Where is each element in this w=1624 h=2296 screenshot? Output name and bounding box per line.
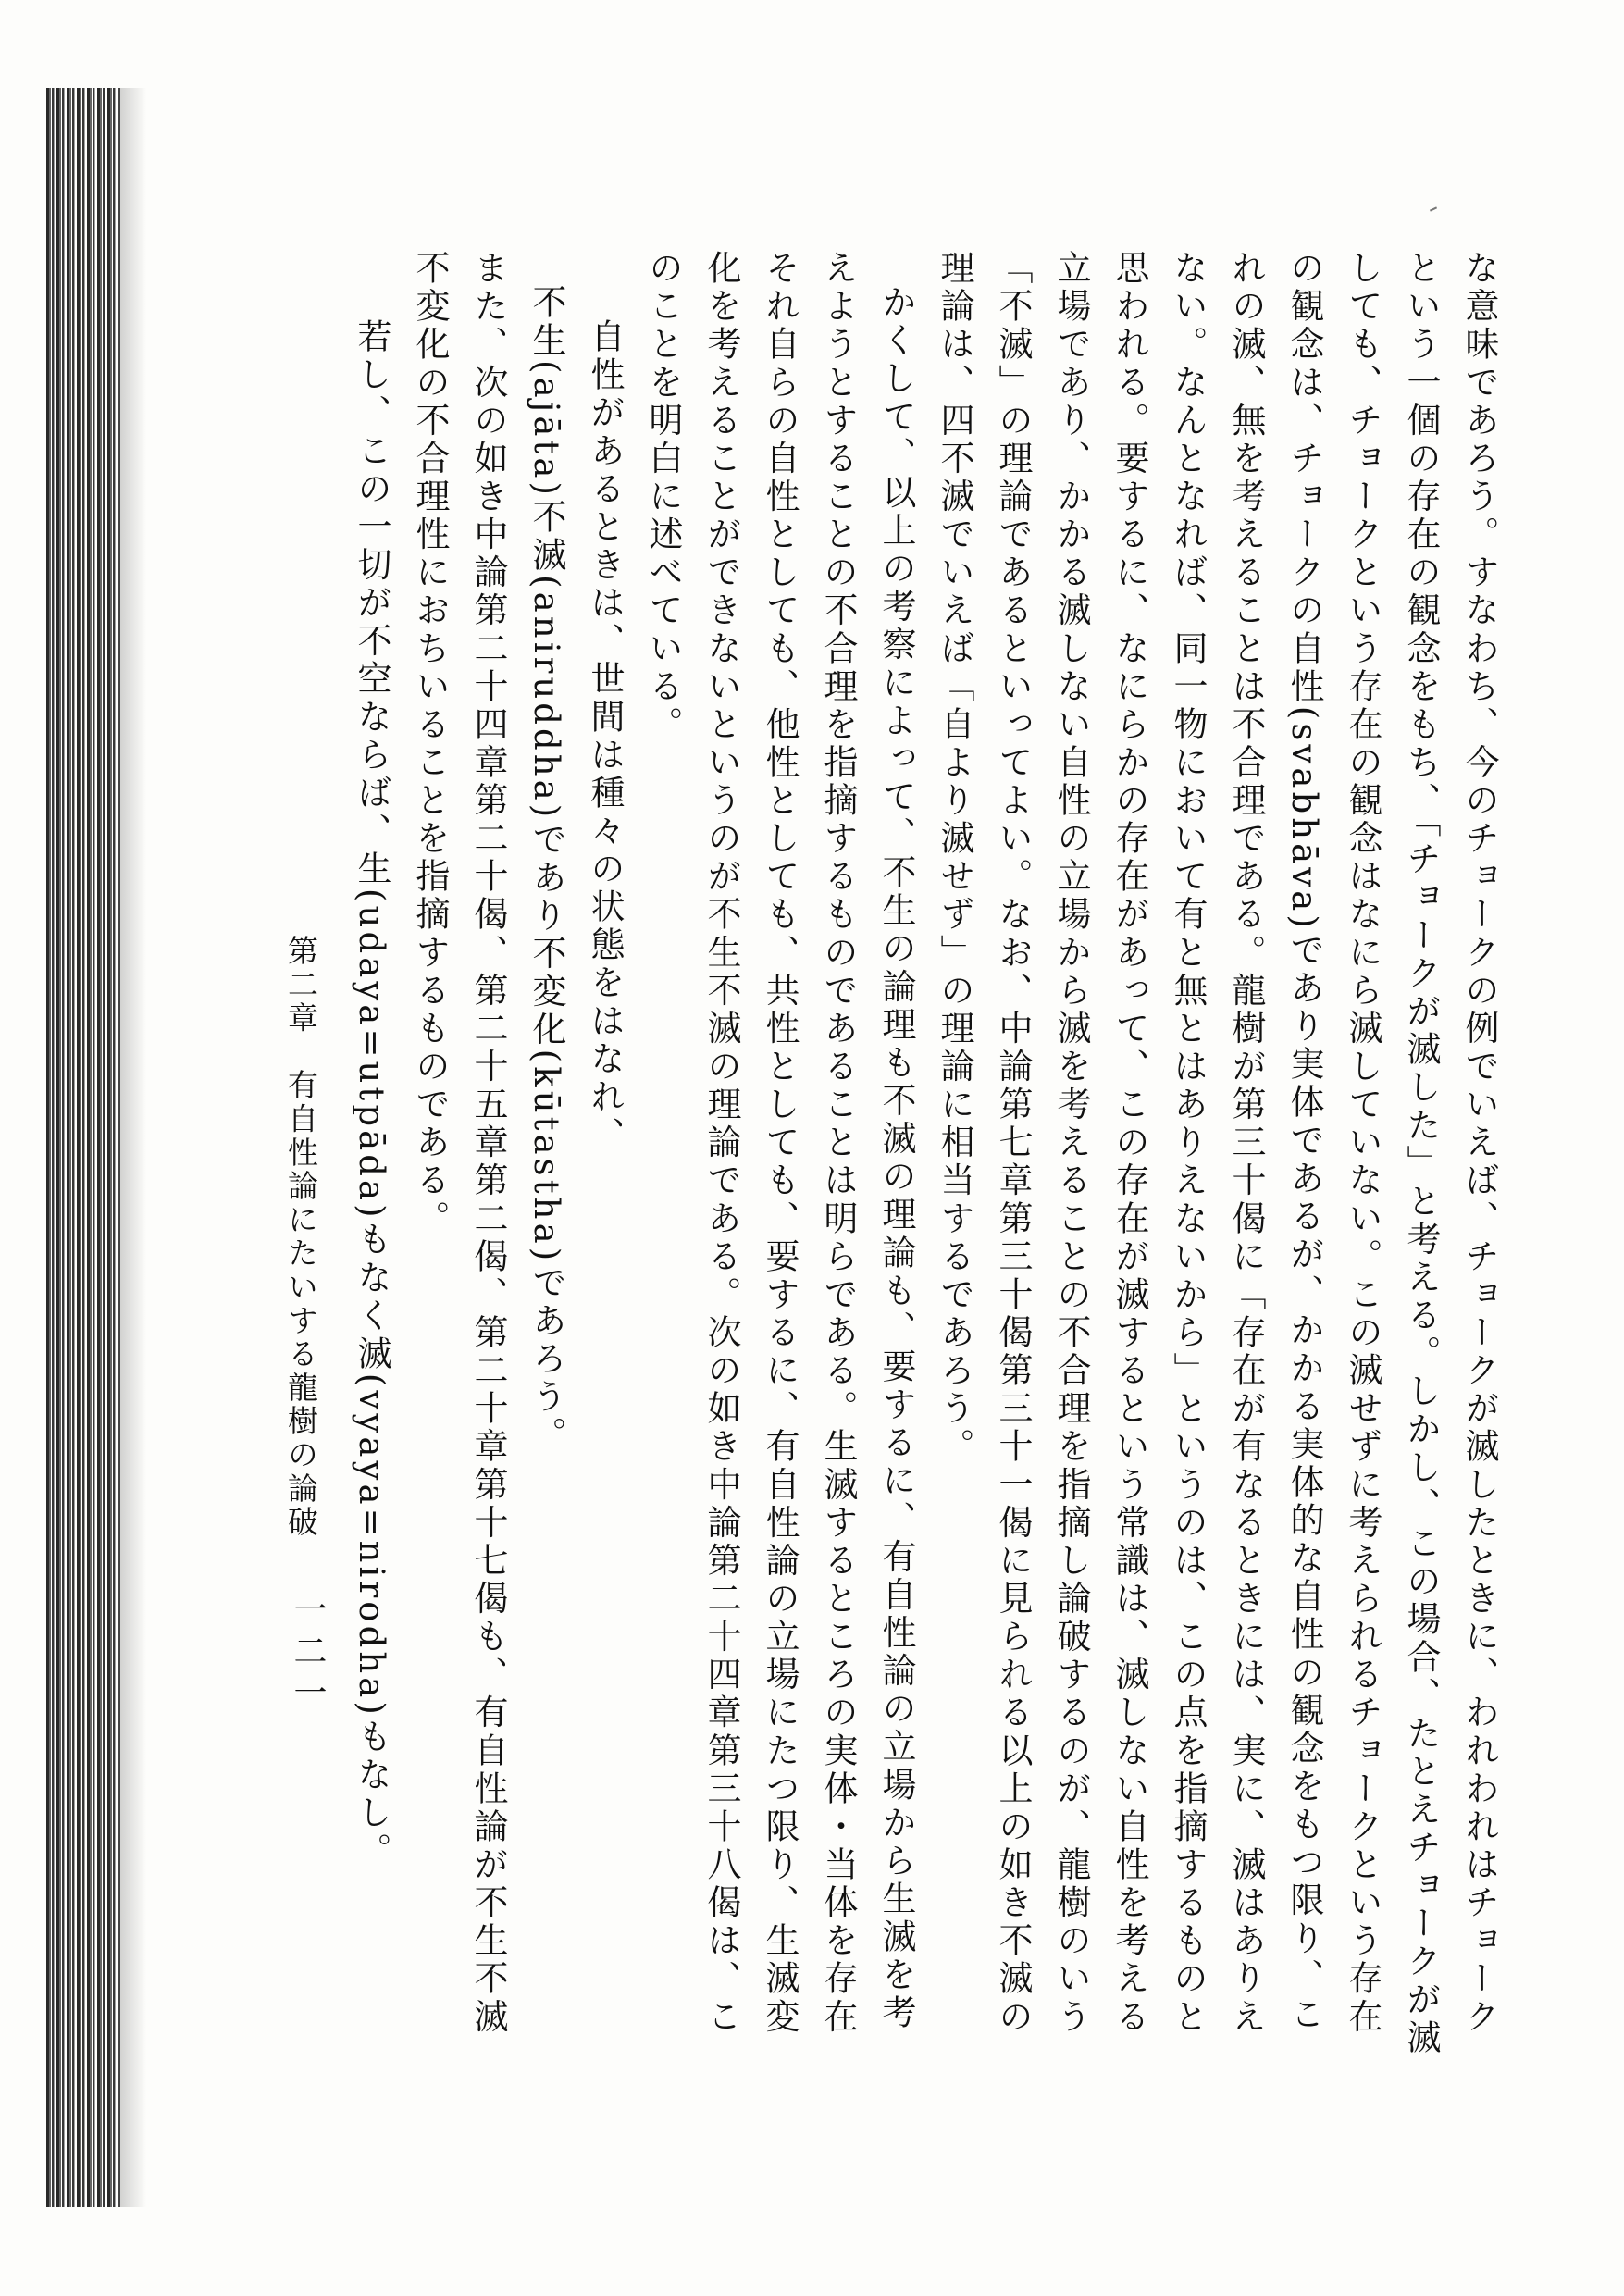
running-footer: 第二章 有自性論にたいする龍樹の論破 [283,935,319,1540]
verse-line-3: 若し、この一切が不空ならば、生(udaya=utpāda)もなく滅(vyaya=nirodha)もなし。 [352,318,391,1871]
gutter-shadow [118,88,146,2207]
paragraph-3: また、次の如き中論第二十四章第二十偈、第二十五章第二偈、第二十章第十七偈も、有自性論が不生不滅不変化の不合理性におちいることを指摘するものである。 [410,250,508,2037]
main-text [352,250,1508,2064]
page-number: 一二一 [289,1592,327,1717]
verse-line-2: 不生(ajāta)不滅(aniruddha)であり不変化(kūtastha)であろう。 [527,284,566,1455]
paragraph-2: かくして、以上の考察によって、不生の論理も不滅の理論も、要するに、有自性論の立場から生滅を考えようとすることの不合理を指摘するものであることは明らである。生滅するところの実体・当体を存在それ自らの自性としても、他性としても、共性としても、要するに、有自性論の立場にたつ限り、生滅変化を考えることができないというのが不生不滅の理論である。次の如き中論第二十四章第三十八偈は、このことを明白に述べている。 [643,250,916,2037]
scan-speck [1430,206,1437,211]
paragraph-1: な意味であろう。すなわち、今のチョークの例でいえば、チョークが滅したときに、われわれはチョークという一個の存在の観念をもち、「チョークが滅した」と考える。しかし、この場合、たとえチョークが滅しても、チョークという存在の観念はなにら滅していない。この滅せずに考えられるチョークという存在の観念は、チョークの自性(svabhāva)であり実体であるが、かかる実体的な自性の観念をもつ限り、これの滅、無を考えることは不合理である。龍樹が第三十偈に「存在が有なるときには、実に、滅はありえない。なんとなれば、同一物において有と無とはありえないから」というのは、この点を指摘するものと思われる。要するに、なにらかの存在があって、この存在が滅するという常識は、滅しない自性を考える立場であり、かかる滅しない自性の立場から滅を考えることの不合理を指摘し論破するのが、龍樹のいう「不滅」の理論であるといってよい。なお、中論第七章第三十偈第三十一偈に見られる以上の如き不滅の理論は、四不滅でいえば「自より滅せず」の理論に相当するであろう。 [935,250,1499,2057]
verse-line-1: 自性があるときは、世間は種々の状態をはなれ、 [585,318,625,1155]
binding-gutter [46,88,120,2207]
